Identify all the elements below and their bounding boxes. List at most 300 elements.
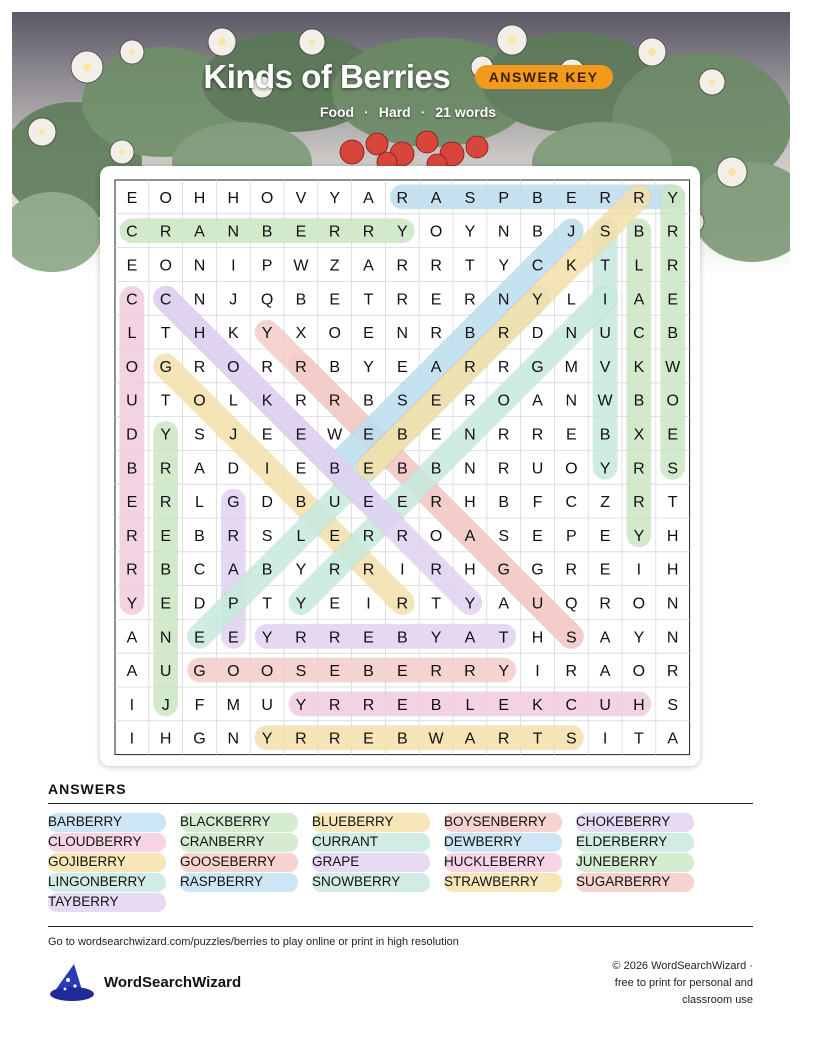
grid-letter: R [464,392,476,410]
grid-letter: B [126,460,138,478]
grid-letter: C [126,291,138,309]
grid-letter: E [363,460,374,478]
grid-letter: E [396,696,408,714]
grid-letter: O [159,189,172,207]
grid-letter: B [396,629,408,647]
grid-letter: N [497,223,510,241]
grid-letter: U [159,663,172,681]
grid-letter: Y [498,257,510,275]
grid-letter: B [396,460,408,478]
answer-word [576,853,694,872]
grid-letter: S [565,730,577,748]
grid-letter: R [159,223,172,241]
grid-letter: G [531,358,544,376]
grid-letter: R [666,663,679,681]
grid-letter: R [396,291,409,309]
grid-letter: O [125,358,139,376]
grid-letter: H [666,561,679,579]
grid-letter: B [633,223,645,241]
answer-word-label: SUGARBERRY [576,874,671,889]
grid-letter: A [498,595,510,613]
grid-letter: A [126,663,138,681]
grid-letter: J [161,696,170,714]
grid-letter: A [363,257,374,275]
grid-letter: J [229,426,238,444]
grid-letter: A [194,460,205,478]
grid-letter: A [194,223,205,241]
grid-letter: E [295,426,307,444]
answer-word-label: SNOWBERRY [312,874,401,889]
grid-letter: R [261,358,273,376]
grid-letter: R [295,392,307,410]
grid-letter: I [400,561,405,579]
copyright-line-2: free to print for personal and [614,977,753,989]
answer-word [180,813,298,832]
grid-letter: S [498,527,510,545]
grid-letter: E [396,494,408,512]
grid-letter: H [227,189,240,207]
answer-word [444,853,562,872]
answer-word-label: LINGONBERRY [48,874,147,889]
grid-letter: R [328,629,341,647]
grid-letter: E [227,629,239,647]
grid-letter: N [396,325,409,343]
grid-letter: H [464,561,476,579]
answer-word [180,853,298,872]
grid-letter: K [532,696,543,714]
grid-letter: O [193,392,206,410]
grid-letter: B [295,291,307,309]
grid-letter: Y [532,291,543,309]
grid-letter: G [193,663,206,681]
grid-letter: I [264,460,270,478]
grid-letter: E [363,494,374,512]
answer-word [576,873,694,892]
grid-letter: Y [599,460,611,478]
grid-letter: G [193,730,206,748]
answer-word-label: GOJIBERRY [48,854,126,869]
grid-letter: R [396,257,409,275]
grid-letter: V [295,189,307,207]
grid-letter: N [227,223,240,241]
grid-letter: A [464,629,476,647]
grid-letter: A [363,189,374,207]
answer-word [444,873,562,892]
grid-letter: Y [295,595,307,613]
difficulty-label: Hard [378,104,411,120]
grid-letter: Y [295,696,307,714]
grid-letter: I [366,595,371,613]
grid-letter: O [328,325,341,343]
grid-letter: B [532,223,543,241]
grid-letter: T [262,595,272,613]
grid-letter: R [633,189,645,207]
grid-letter: R [666,257,679,275]
grid-letter: R [295,629,307,647]
grid-letter: E [667,291,679,309]
grid-letter: R [497,426,510,444]
grid-letter: O [497,392,510,410]
answers-divider [48,803,753,804]
grid-letter: E [329,527,341,545]
grid-letter: E [126,189,138,207]
answer-word [48,813,166,832]
grid-letter: B [667,325,679,343]
answer-word [576,813,694,832]
grid-letter: S [565,629,577,647]
grid-letter: D [126,426,138,444]
grid-letter: R [126,561,138,579]
answer-word-label: JUNEBERRY [576,854,658,869]
grid-letter: B [633,392,645,410]
grid-letter: Y [126,595,138,613]
grid-letter: C [126,223,138,241]
grid-letter: E [295,460,307,478]
grid-letter: T [363,291,374,309]
grid-letter: R [362,223,375,241]
grid-letter: R [396,527,409,545]
grid-letter: O [632,595,646,613]
grid-letter: R [633,460,645,478]
grid-letter: N [497,291,510,309]
grid-letter: C [565,494,578,512]
grid-letter: E [160,595,172,613]
brand-name: WordSearchWizard [104,974,242,991]
grid-letter: R [362,696,375,714]
grid-letter: K [227,325,239,343]
grid-letter: F [532,494,543,512]
grid-letter: R [126,527,138,545]
grid-letter: E [126,494,138,512]
answer-word [48,893,166,912]
grid-letter: N [565,392,578,410]
grid-letter: P [227,595,239,613]
grid-letter: G [497,561,510,579]
grid-letter: Y [396,223,408,241]
grid-letter: A [464,527,476,545]
grid-letter: W [428,730,444,748]
grid-letter: O [429,527,443,545]
answer-word-label: RASPBERRY [180,874,264,889]
grid-letter: B [498,494,510,512]
answer-word-label: GRAPE [312,854,360,869]
grid-letter: A [430,189,442,207]
puzzle-card [100,166,700,766]
grid-letter: T [634,730,644,748]
grid-letter: N [464,426,476,444]
grid-letter: E [160,527,172,545]
answer-word-label: BLUEBERRY [312,814,394,829]
answer-word [312,813,430,832]
grid-letter: Y [498,663,510,681]
grid-letter: N [565,325,578,343]
grid-letter: F [194,696,205,714]
grid-letter: E [329,291,341,309]
grid-letter: S [396,392,408,410]
grid-letter: U [531,595,544,613]
grid-letter: S [667,696,679,714]
grid-letter: S [464,189,476,207]
grid-letter: B [194,527,205,545]
grid-letter: G [531,561,544,579]
grid-letter: R [328,223,341,241]
grid-letter: Y [160,426,172,444]
answer-word-label: HUCKLEBERRY [444,854,546,869]
grid-letter: B [396,730,408,748]
grid-letter: B [160,561,172,579]
grid-letter: U [261,696,273,714]
grid-letter: T [160,392,171,410]
grid-letter: R [497,460,510,478]
grid-letter: L [465,696,475,714]
answer-word-label: TAYBERRY [48,894,119,909]
grid-letter: P [498,189,510,207]
grid-letter: V [599,358,611,376]
grid-letter: T [532,730,543,748]
grid-letter: Y [430,629,442,647]
answer-word [180,873,298,892]
grid-letter: C [633,325,645,343]
grid-letter: X [633,426,645,444]
grid-letter: R [328,392,341,410]
grid-letter: R [464,358,476,376]
grid-letter: G [227,494,240,512]
grid-letter: S [261,527,273,545]
answer-word [312,873,430,892]
grid-letter: Y [464,223,476,241]
grid-letter: N [666,595,679,613]
grid-letter: R [159,460,172,478]
grid-letter: O [260,663,274,681]
grid-letter: I [636,561,642,579]
answer-word-label: CRANBERRY [180,834,265,849]
grid-letter: B [329,358,341,376]
grid-letter: L [195,494,204,512]
grid-letter: E [599,561,611,579]
grid-letter: U [531,460,544,478]
grid-letter: R [497,358,510,376]
grid-letter: K [261,392,273,410]
grid-letter: B [329,460,341,478]
footer-link[interactable]: Go to wordsearchwizard.com/puzzles/berries to play online or print in high resolution [48,936,459,948]
grid-letter: A [599,663,611,681]
grid-letter: E [498,696,510,714]
grid-letter: B [261,561,273,579]
category-label: Food [319,104,355,120]
grid-letter: D [531,325,544,343]
grid-letter: B [396,426,408,444]
grid-letter: U [328,494,341,512]
grid-letter: Y [295,561,307,579]
grid-letter: I [602,730,608,748]
answer-word [444,813,562,832]
grid-letter: Z [329,257,340,275]
grid-letter: R [328,730,341,748]
grid-letter: E [363,730,374,748]
grid-letter: S [667,460,679,478]
grid-letter: T [431,595,441,613]
puzzle-meta: Food · Hard · 21 words [319,104,497,120]
page-title: Kinds of Berries [203,58,451,95]
answer-word-label: CLOUDBERRY [48,834,142,849]
grid-letter: R [193,358,206,376]
grid-letter: N [464,460,476,478]
grid-letter: N [227,730,240,748]
grid-letter: D [227,460,240,478]
grid-letter: G [159,358,172,376]
grid-letter: R [159,494,172,512]
grid-letter: L [634,257,644,275]
answer-key-badge: ANSWER KEY [475,65,613,89]
grid-letter: E [599,527,611,545]
grid-letter: O [227,663,240,681]
grid-letter: A [667,730,679,748]
grid-letter: B [261,223,273,241]
grid-letter: R [396,189,409,207]
footer-divider [48,926,753,927]
grid-letter: B [532,189,543,207]
grid-letter: B [295,494,307,512]
grid-letter: R [633,494,645,512]
answer-word-label: DEWBERRY [444,834,522,849]
grid-letter: Q [565,595,578,613]
grid-letter: Y [667,189,679,207]
grid-letter: Y [633,629,645,647]
grid-letter: N [193,257,206,275]
grid-letter: R [227,527,240,545]
answer-word [312,833,430,852]
grid-letter: L [566,291,576,309]
grid-letter: E [329,595,341,613]
grid-letter: I [129,696,135,714]
grid-letter: O [227,358,240,376]
grid-letter: E [363,629,374,647]
grid-letter: C [565,696,578,714]
grid-letter: R [497,730,510,748]
answer-word-label: CHOKEBERRY [576,814,671,829]
grid-letter: U [599,696,611,714]
grid-letter: A [126,629,138,647]
answer-word-label: BARBERRY [48,814,123,829]
grid-letter: Y [464,595,476,613]
grid-letter: B [430,460,442,478]
grid-letter: R [430,561,442,579]
grid-letter: B [430,696,442,714]
grid-letter: Y [329,189,341,207]
grid-letter: C [531,257,544,275]
grid-letter: I [602,291,608,309]
grid-letter: R [666,223,679,241]
grid-letter: C [159,291,172,309]
grid-letter: D [193,595,206,613]
grid-letter: R [464,291,476,309]
grid-letter: N [159,629,172,647]
grid-letter: R [599,189,611,207]
grid-letter: I [535,663,540,681]
grid-letter: K [565,257,577,275]
grid-letter: R [430,663,442,681]
answer-word-label: ELDERBERRY [576,834,668,849]
grid-letter: U [126,392,138,410]
grid-letter: O [565,460,578,478]
answer-word-label: STRAWBERRY [444,874,539,889]
grid-letter: H [193,325,206,343]
grid-letter: E [430,392,442,410]
grid-letter: R [362,527,375,545]
grid-letter: Z [600,494,610,512]
grid-letter: R [295,358,307,376]
grid-letter: E [532,527,543,545]
grid-letter: S [295,663,307,681]
grid-letter: U [599,325,611,343]
grid-letter: R [531,426,544,444]
answer-word-label: BOYSENBERRY [444,814,547,829]
grid-letter: R [430,494,442,512]
grid-letter: W [327,426,343,444]
grid-letter: R [565,663,578,681]
grid-letter: A [532,392,543,410]
grid-letter: J [567,223,576,241]
grid-letter: H [193,189,206,207]
grid-letter: T [498,629,509,647]
grid-letter: R [396,595,409,613]
grid-letter: N [666,629,679,647]
grid-letter: R [497,325,510,343]
grid-letter: O [666,392,679,410]
grid-letter: R [430,257,442,275]
grid-letter: T [667,494,678,512]
grid-letter: N [193,291,206,309]
grid-letter: O [429,223,443,241]
answer-word [48,833,166,852]
grid-letter: K [633,358,645,376]
grid-letter: W [293,257,309,275]
grid-letter: M [226,696,240,714]
grid-letter: B [363,663,374,681]
grid-letter: H [666,527,679,545]
grid-letter: B [363,392,374,410]
grid-letter: H [633,696,645,714]
grid-letter: E [126,257,138,275]
grid-letter: A [464,730,476,748]
copyright-line-1: © 2026 WordSearchWizard · [612,960,753,972]
answer-word [48,873,166,892]
grid-letter: E [565,189,577,207]
grid-letter: W [665,358,681,376]
grid-letter: H [159,730,172,748]
grid-letter: R [362,561,375,579]
answer-word [312,853,430,872]
grid-letter: R [328,696,341,714]
grid-letter: P [565,527,577,545]
wizard-hat-icon [48,962,96,1004]
grid-letter: R [430,325,442,343]
grid-letter: E [295,223,307,241]
grid-letter: R [565,561,578,579]
word-search-grid [100,166,700,766]
grid-letter: W [597,392,613,410]
grid-letter: E [363,426,374,444]
grid-letter: Y [261,730,273,748]
grid-letter: R [599,595,611,613]
grid-letter: P [261,257,273,275]
word-count-label: 21 words [435,104,497,120]
grid-letter: B [599,426,611,444]
grid-letter: Y [363,358,374,376]
grid-letter: A [633,291,645,309]
grid-letter: Q [260,291,274,309]
answer-word-label: GOOSEBERRY [180,854,276,869]
